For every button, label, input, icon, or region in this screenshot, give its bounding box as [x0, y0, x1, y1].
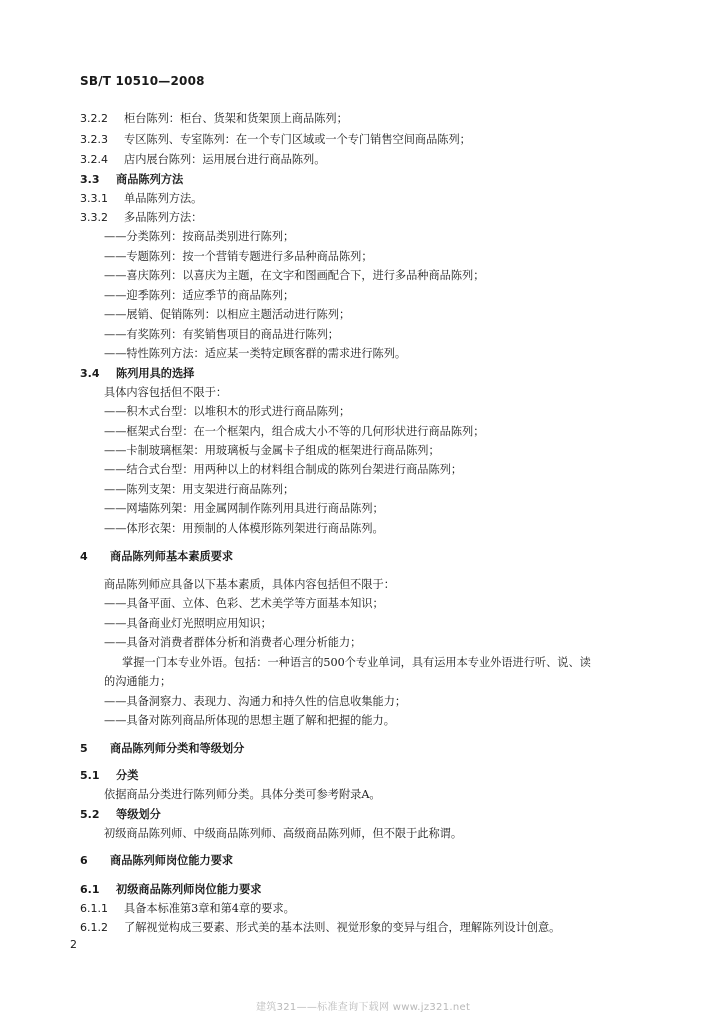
clause-text: 专区陈列、专室陈列：在一个专门区域或一个专门销售空间商品陈列；: [124, 133, 471, 146]
list-item: ——有奖陈列：有奖销售项目的商品进行陈列；: [104, 328, 339, 341]
section-number: 3.4: [80, 367, 100, 380]
section-heading-3-4: [80, 366, 194, 381]
clause-number: 6.1.1: [80, 902, 108, 915]
list-item: ——结合式台型：用两种以上的材料组合制成的陈列台架进行商品陈列；: [104, 463, 463, 476]
list-item-continuation: 的沟通能力；: [104, 675, 172, 688]
list-item: ——积木式台型：以堆积木的形式进行商品陈列；: [104, 405, 351, 418]
list-item-continuation: 掌握一门本专业外语。包括：一种语言的500个专业单词，具有运用本专业外语进行听、说、读: [122, 656, 591, 669]
chapter-title: 商品陈列师分类和等级划分: [110, 741, 245, 755]
chapter-heading-6: [80, 853, 233, 868]
clause-text: 具备本标准第3章和第4章的要求。: [124, 902, 295, 915]
chapter-number: 6: [80, 854, 88, 867]
section-number: 5.2: [80, 808, 100, 821]
clause-3-2-4: [80, 153, 325, 167]
paragraph: 商品陈列师应具备以下基本素质，具体内容包括但不限于：: [104, 578, 395, 591]
section-heading-6-1: [80, 882, 261, 897]
clause-6-1-1: [80, 902, 295, 916]
list-item: ——专题陈列：按一个营销专题进行多品种商品陈列；: [104, 250, 373, 263]
chapter-number: 5: [80, 742, 88, 755]
chapter-heading-5: [80, 741, 244, 756]
section-number: 5.1: [80, 769, 100, 782]
section-title: 分类: [116, 768, 139, 782]
clause-3-2-2: [80, 112, 348, 126]
list-item: ——具备对陈列商品所体现的思想主题了解和把握的能力。: [104, 714, 395, 727]
clause-text: 店内展台陈列：运用展台进行商品陈列。: [124, 153, 326, 166]
chapter-title: 商品陈列师岗位能力要求: [110, 853, 234, 867]
clause-text: 多品陈列方法：: [124, 211, 203, 224]
clause-text: 了解视觉构成三要素、形式美的基本法则、视觉形象的变异与组合，理解陈列设计创意。: [124, 921, 561, 934]
list-item: ——网墙陈列架：用金属网制作陈列用具进行商品陈列；: [104, 502, 384, 515]
clause-number: 3.2.3: [80, 133, 108, 146]
list-item: ——陈列支架：用支架进行商品陈列；: [104, 483, 295, 496]
page-number: 2: [70, 938, 77, 951]
list-item: ——具备对消费者群体分析和消费者心理分析能力；: [104, 636, 362, 649]
paragraph: 依据商品分类进行陈列师分类。具体分类可参考附录A。: [104, 788, 381, 801]
list-item: ——框架式台型：在一个框架内，组合成大小不等的几何形状进行商品陈列；: [104, 425, 485, 438]
section-heading-5-1: [80, 768, 138, 783]
clause-6-1-2: [80, 921, 560, 935]
list-item: ——分类陈列：按商品类别进行陈列；: [104, 230, 295, 243]
paragraph: 初级商品陈列师、中级商品陈列师、高级商品陈列师，但不限于此称谓。: [104, 827, 463, 840]
list-item: ——展销、促销陈列：以相应主题活动进行陈列；: [104, 308, 351, 321]
list-item: ——迎季陈列：适应季节的商品陈列；: [104, 289, 295, 302]
chapter-number: 4: [80, 550, 88, 563]
list-item: ——特性陈列方法：适应某一类特定顾客群的需求进行陈列。: [104, 347, 407, 360]
section-title: 等级划分: [116, 807, 161, 821]
list-item: ——具备商业灯光照明应用知识；: [104, 617, 272, 630]
section-number: 6.1: [80, 883, 100, 896]
clause-number: 6.1.2: [80, 921, 108, 934]
chapter-heading-4: [80, 549, 233, 564]
list-item: ——喜庆陈列：以喜庆为主题，在文字和图画配合下，进行多品种商品陈列；: [104, 269, 485, 282]
clause-3-3-2: [80, 211, 202, 225]
watermark: 建筑321——标准查询下载网 www.jz321.net: [256, 1002, 471, 1013]
clause-text: 单品陈列方法。: [124, 192, 203, 205]
standard-number: SB/T 10510—2008: [80, 74, 205, 88]
list-item: ——具备平面、立体、色彩、艺术美学等方面基本知识；: [104, 597, 384, 610]
section-title: 陈列用具的选择: [116, 366, 195, 380]
clause-3-3-1: [80, 192, 202, 206]
section-heading-3-3: [80, 172, 183, 187]
section-heading-5-2: [80, 807, 161, 822]
chapter-title: 商品陈列师基本素质要求: [110, 549, 234, 563]
clause-text: 柜台陈列：柜台、货架和货架顶上商品陈列；: [124, 112, 348, 125]
clause-3-2-3: [80, 133, 471, 147]
list-item: ——卡制玻璃框架：用玻璃板与金属卡子组成的框架进行商品陈列；: [104, 444, 440, 457]
section-title: 初级商品陈列师岗位能力要求: [116, 882, 262, 896]
paragraph: 具体内容包括但不限于：: [104, 386, 228, 399]
section-title: 商品陈列方法: [116, 172, 184, 186]
section-number: 3.3: [80, 173, 100, 186]
clause-number: 3.3.2: [80, 211, 108, 224]
clause-number: 3.2.4: [80, 153, 108, 166]
list-item: ——具备洞察力、表现力、沟通力和持久性的信息收集能力；: [104, 695, 407, 708]
list-item: ——体形衣架：用预制的人体模形陈列架进行商品陈列。: [104, 522, 384, 535]
clause-number: 3.3.1: [80, 192, 108, 205]
clause-number: 3.2.2: [80, 112, 108, 125]
